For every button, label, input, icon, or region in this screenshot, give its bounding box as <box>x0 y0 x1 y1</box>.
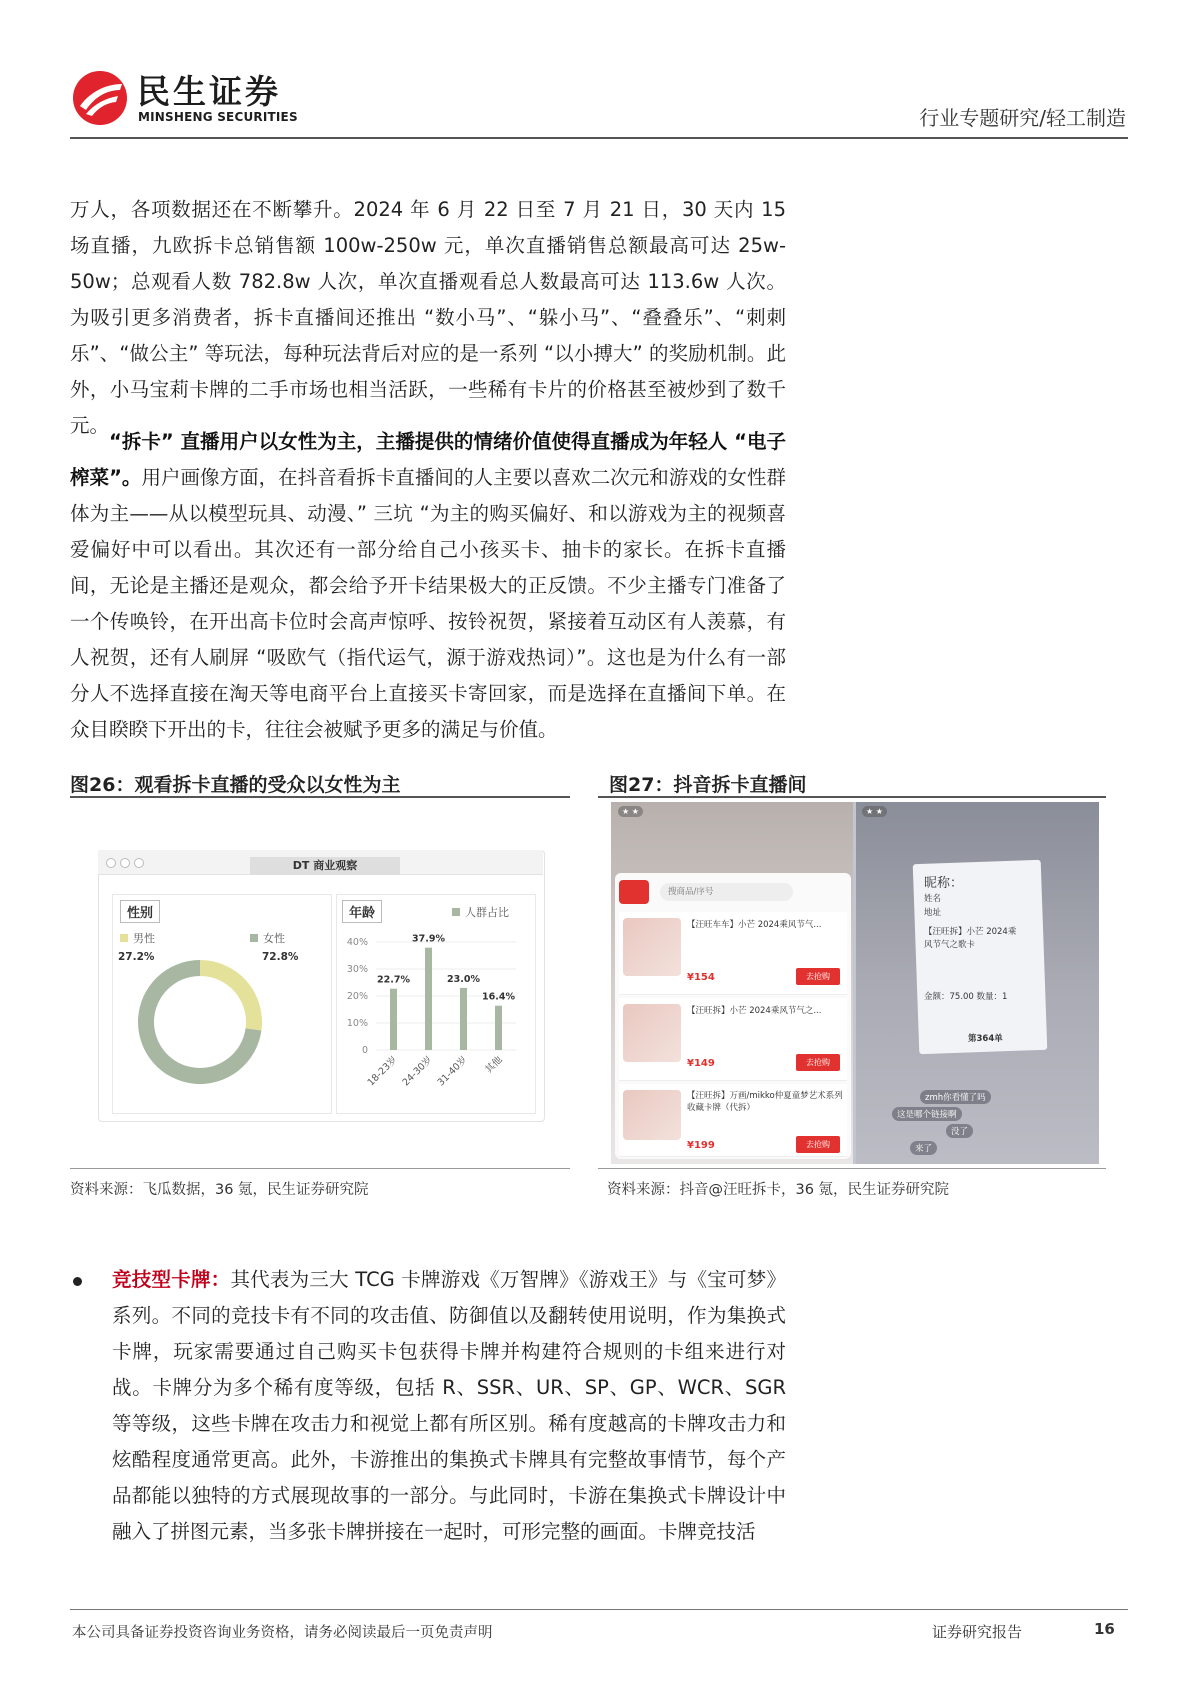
window-dot-icon <box>106 858 116 868</box>
stream-top-badge: ★ ★ <box>862 806 887 817</box>
fig26-brand: DT 商业观察 <box>250 857 400 875</box>
product-name: 【汪旺拆】小芒 2024乘风节气之... <box>687 1006 822 1016</box>
shop-bag-icon <box>619 880 649 904</box>
fig26-source-rule <box>70 1168 570 1169</box>
female-legend-swatch <box>250 934 258 942</box>
note-line: 姓名 <box>924 894 942 904</box>
gender-donut-chart <box>128 950 272 1094</box>
product-name: 【汪旺车车】小芒 2024乘风节气... <box>687 920 822 930</box>
fig27-title: 图27：抖音拆卡直播间 <box>609 774 807 796</box>
buy-button[interactable]: 去抢购 <box>796 1136 840 1153</box>
note-line: 地址 <box>924 908 942 918</box>
chat-message: 没了 <box>946 1124 973 1138</box>
bullet-text: 其代表为三大 TCG 卡牌游戏《万智牌》《游戏王》与《宝可梦》系列。不同的竞技卡有不同的攻击值、防御值以及翻转使用说明，作为集换式卡牌，玩家需要通过自己购买卡包获得卡牌并构建符合规则的卡组来进行对战。卡牌分为多个稀有度等级，包括 R、SSR、UR、SP、GP、WCR、SGR 等等级，这些卡牌在攻击力和视觉上都有所区别。稀有度越高的卡牌攻击力和炫酷程度通常更高。此外，卡游推出的集换式卡牌具有完整故事情节，每个产品都能以独特的方式展现故事的一部分。与此同时，卡游在集换式卡牌设计中融入了拼图元素，当多张卡牌拼接在一起时，可形完整的画面。卡牌竞技活 <box>112 1268 786 1543</box>
product-price: ¥149 <box>687 1058 715 1069</box>
note-line: 【汪旺拆】小芒 2024乘 <box>924 927 1017 937</box>
male-legend-label: 男性 <box>133 932 155 945</box>
female-legend-label: 女性 <box>263 932 285 945</box>
bullet-label: 竞技型卡牌： <box>112 1268 231 1291</box>
chat-message: zmh你看懂了吗 <box>920 1090 991 1104</box>
gender-tag: 性别 <box>120 900 160 923</box>
paragraph-1 <box>70 192 786 444</box>
fig27-title-rule <box>598 796 1106 798</box>
note-title: 昵称： <box>924 876 964 891</box>
y-tick-label: 20% <box>346 991 368 1002</box>
donut-slice-男性 <box>200 960 262 1031</box>
x-tick-label: 18-23岁 <box>365 1054 400 1089</box>
report-category: 行业专题研究/轻工制造 <box>919 106 1126 130</box>
shop-search-input[interactable]: 搜商品/序号 <box>660 883 793 901</box>
logo-text-en: MINSHENG SECURITIES <box>138 110 298 124</box>
fig26-title: 图26：观看拆卡直播的受众以女性为主 <box>70 774 401 796</box>
female-pct-label: 72.8% <box>262 951 299 963</box>
x-tick-label: 31-40岁 <box>435 1054 470 1089</box>
stream-top-badge: ★ ★ <box>618 806 643 817</box>
y-tick-label: 0 <box>361 1045 368 1056</box>
y-tick-label: 30% <box>346 964 368 975</box>
chat-message: 来了 <box>910 1141 937 1155</box>
age-legend-label: 人群占比 <box>465 906 509 919</box>
paragraph-2 <box>70 424 786 748</box>
male-legend-swatch <box>120 934 128 942</box>
age-tag: 年龄 <box>342 900 382 923</box>
age-bar-chart <box>336 930 534 1112</box>
paragraph-2-lead: “拆卡” 直播用户以女性为主，主播提供的情绪价值使得直播成为年轻人 “电子榨菜”。 <box>70 430 786 489</box>
y-tick-label: 40% <box>346 937 368 948</box>
age-bar <box>460 988 467 1050</box>
bar-value-label: 22.7% <box>377 974 410 986</box>
window-dot-icon <box>120 858 130 868</box>
age-bar <box>390 989 397 1050</box>
bar-value-label: 23.0% <box>447 973 480 985</box>
product-name: 【汪旺拆】万画/mikko仲夏童梦艺术系列收藏卡牌（代拆） <box>687 1091 843 1113</box>
footer-report-type: 证券研究报告 <box>932 1623 1023 1641</box>
x-tick-label: 其他 <box>483 1054 505 1076</box>
age-legend-swatch <box>452 908 460 916</box>
fig26-source: 资料来源：飞瓜数据，36 氪，民生证券研究院 <box>70 1182 369 1198</box>
footer-disclaimer: 本公司具备证券投资咨询业务资格，请务必阅读最后一页免责声明 <box>72 1625 493 1641</box>
fig26-title-rule <box>70 796 570 798</box>
product-price: ¥199 <box>687 1140 715 1151</box>
product-image-icon <box>623 1090 681 1140</box>
age-bar <box>495 1006 502 1050</box>
note-line: 风节气之歌卡 <box>924 940 976 950</box>
x-tick-label: 24-30岁 <box>400 1054 435 1089</box>
bullet-paragraph <box>112 1262 786 1550</box>
bar-value-label: 16.4% <box>482 991 515 1003</box>
bullet-icon <box>73 1277 82 1286</box>
y-tick-label: 10% <box>346 1018 368 1029</box>
product-price: ¥154 <box>687 972 715 983</box>
chat-message: 这是哪个链接啊 <box>892 1107 962 1121</box>
page-number: 16 <box>1094 1620 1115 1638</box>
fig27-source: 资料来源：抖音@汪旺拆卡，36 氪，民生证券研究院 <box>607 1182 950 1198</box>
product-image-icon <box>623 918 681 976</box>
product-image-icon <box>623 1004 681 1062</box>
note-line: 第364单 <box>968 1034 1003 1044</box>
header-divider <box>70 137 1128 139</box>
bar-value-label: 37.9% <box>412 933 445 945</box>
paragraph-2-text: 用户画像方面，在抖音看拆卡直播间的人主要以喜欢二次元和游戏的女性群体为主——从以模型玩具、动漫、” 三坑 “为主的购买偏好、和以游戏为主的视频喜爱偏好中可以看出。其次还有一部分给自己小孩买卡、抽卡的家长。在拆卡直播间，无论是主播还是观众，都会给予开卡结果极大的正反馈。不少主播专门准备了一个传唤铃，在开出高卡位时会高声惊呼、按铃祝贺，紧接着互动区有人羡慕，有人祝贺，还有人刷屏 “吸欧气（指代运气，源于游戏热词）”。这也是为什么有一部分人不选择直接在淘天等电商平台上直接买卡寄回家，而是选择在直播间下单。在众目睽睽下开出的卡，往往会被赋予更多的满足与价值。 <box>70 466 786 741</box>
male-pct-label: 27.2% <box>118 951 155 963</box>
logo-text-cn: 民生证券 <box>137 72 281 111</box>
minsheng-logo-icon <box>72 70 128 126</box>
age-bar <box>425 948 432 1050</box>
paragraph-1-text: 万人，各项数据还在不断攀升。2024 年 6 月 22 日至 7 月 21 日，30 天内 15 场直播，九欧拆卡总销售额 100w-250w 元，单次直播销售总额最高可达 25w-50w；总观看人数 782.8w 人次，单次直播观看总人数最高可达 113.6w 人次。为吸引更多消费者，拆卡直播间还推出 “数小马”、“躲小马”、“叠叠乐”、“刺刺乐”、“做公主” 等玩法，每种玩法背后对应的是一系列 “以小搏大” 的奖励机制。此外，小马宝莉卡牌的二手市场也相当活跃，一些稀有卡片的价格甚至被炒到了数千元。 <box>70 198 786 437</box>
footer-divider <box>70 1609 1128 1610</box>
fig27-source-rule <box>598 1168 1106 1169</box>
note-line: 金额：75.00 数量：1 <box>924 992 1008 1002</box>
buy-button[interactable]: 去抢购 <box>796 1054 840 1071</box>
buy-button[interactable]: 去抢购 <box>796 968 840 985</box>
window-dot-icon <box>134 858 144 868</box>
